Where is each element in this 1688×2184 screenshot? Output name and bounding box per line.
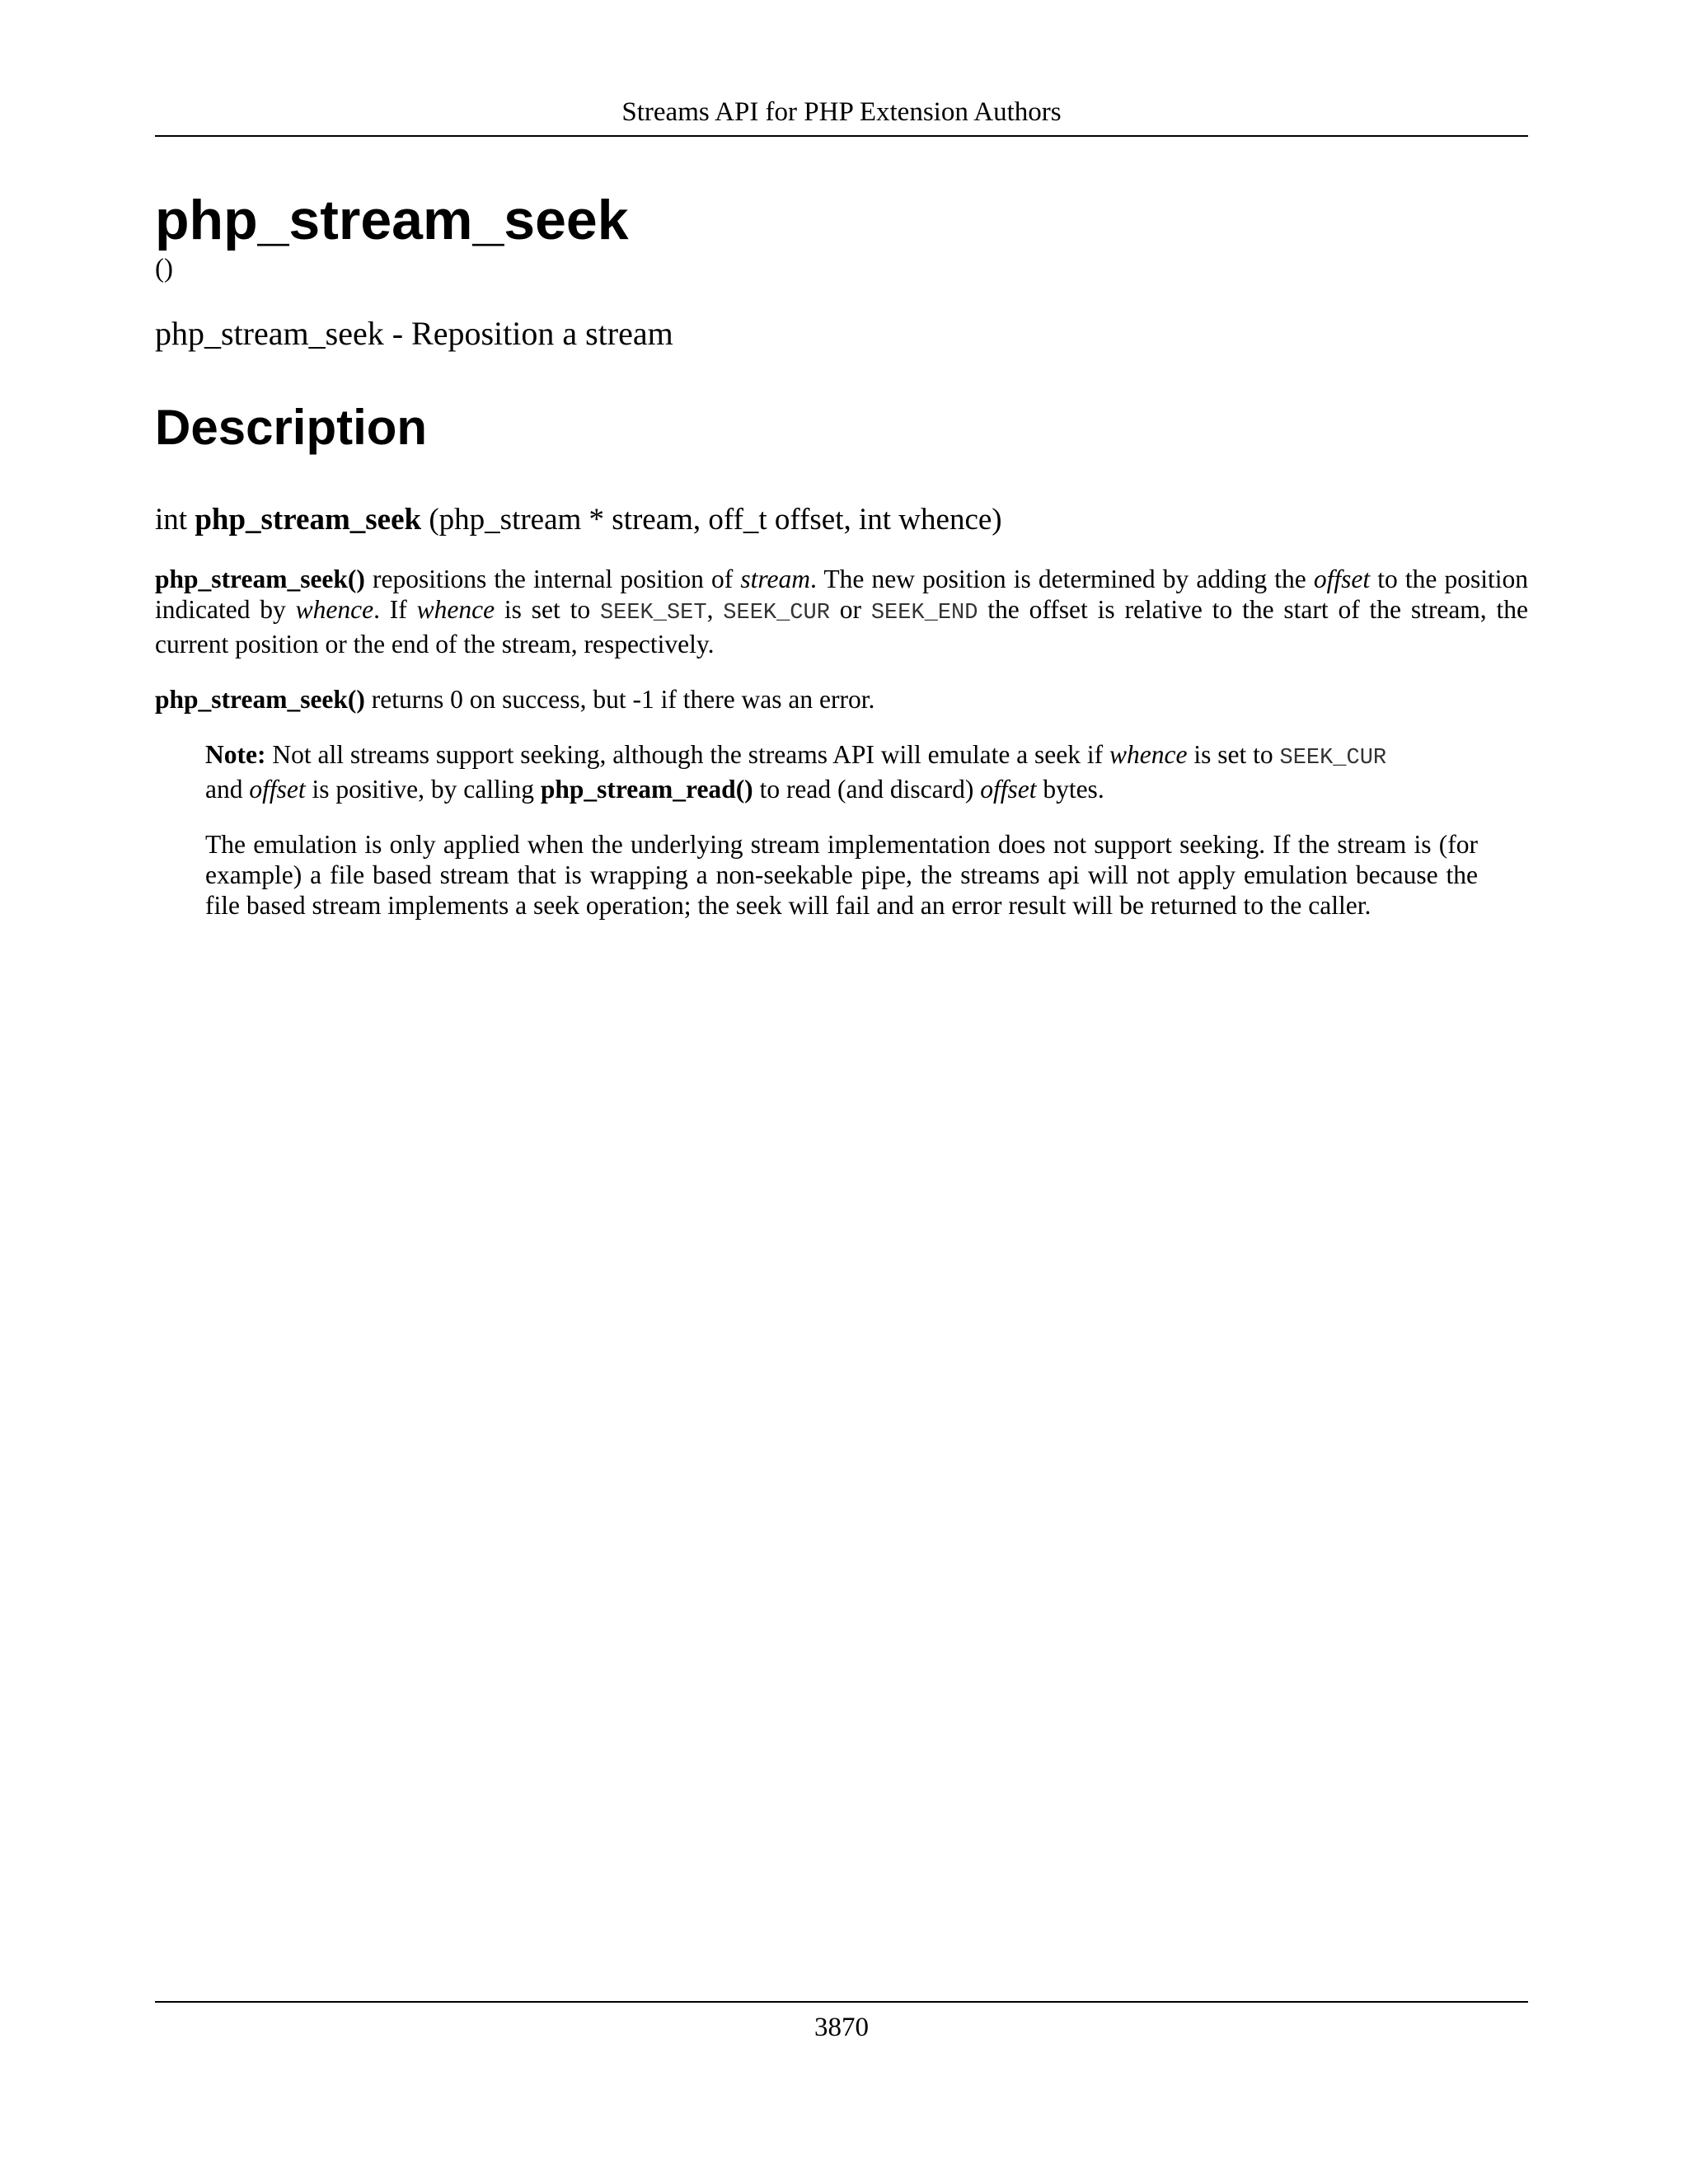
function-ref: php_stream_seek() — [155, 685, 365, 714]
header-rule — [155, 135, 1528, 137]
description-paragraph-1: php_stream_seek() repositions the internal position of stream. The new position is determined by adding the offset to the position indicated by whence. If whence is set to SEEK_SET, SEEK_CUR or SEEK_END the offset is relative to the start of the stream, the current position or the end of the stream, respectively. — [155, 565, 1529, 658]
note-paragraph-1: Note: Not all streams support seeking, although the streams API will emulate a seek if whence is set to SEEK_CUR and offset is positive, by calling php_stream_read() to read (and discard) offset bytes. — [205, 740, 1387, 804]
page-number: 3870 — [814, 2013, 869, 2042]
page-content — [155, 188, 1528, 921]
param-whence: whence — [295, 595, 374, 624]
note-paragraph-2: The emulation is only applied when the underlying stream implementation does not support seeking. If the stream is (for example) a file based stream that is wrapping a non-seekable pipe, the streams api will not apply emulation because the file based stream implements a seek operation; the seek will fail and an error result will be returned to the caller. — [205, 830, 1478, 920]
description-heading: Description — [155, 400, 428, 455]
constant-seek-end: SEEK_END — [870, 601, 978, 626]
function-synopsis — [155, 501, 1528, 539]
document-page — [155, 0, 1528, 2184]
synopsis-function-name: php_stream_seek — [195, 503, 422, 537]
note-label: Note: — [205, 740, 266, 769]
param-stream: stream — [740, 565, 810, 593]
param-offset: offset — [1313, 565, 1371, 593]
param-whence: whence — [416, 595, 495, 624]
function-ref: php_stream_read() — [540, 775, 753, 804]
function-purpose: php_stream_seek - Reposition a stream — [155, 315, 673, 352]
function-parens: () — [155, 254, 173, 284]
synopsis-args: (php_stream * stream, off_t offset, int whence) — [429, 503, 1002, 537]
param-offset: offset — [980, 775, 1037, 804]
constant-seek-cur: SEEK_CUR — [723, 601, 830, 626]
constant-seek-cur: SEEK_CUR — [1279, 746, 1387, 771]
description-paragraph-2: php_stream_seek() returns 0 on success, but -1 if there was an error. — [155, 685, 875, 714]
param-whence: whence — [1109, 740, 1188, 769]
page-title: php_stream_seek — [155, 189, 629, 251]
note-block — [205, 739, 1478, 921]
synopsis-return-type: int — [155, 503, 188, 537]
footer-rule — [155, 2001, 1528, 2003]
function-ref: php_stream_seek() — [155, 565, 365, 593]
running-header: Streams API for PHP Extension Authors — [621, 97, 1062, 127]
param-offset: offset — [249, 775, 306, 804]
constant-seek-set: SEEK_SET — [599, 601, 707, 626]
